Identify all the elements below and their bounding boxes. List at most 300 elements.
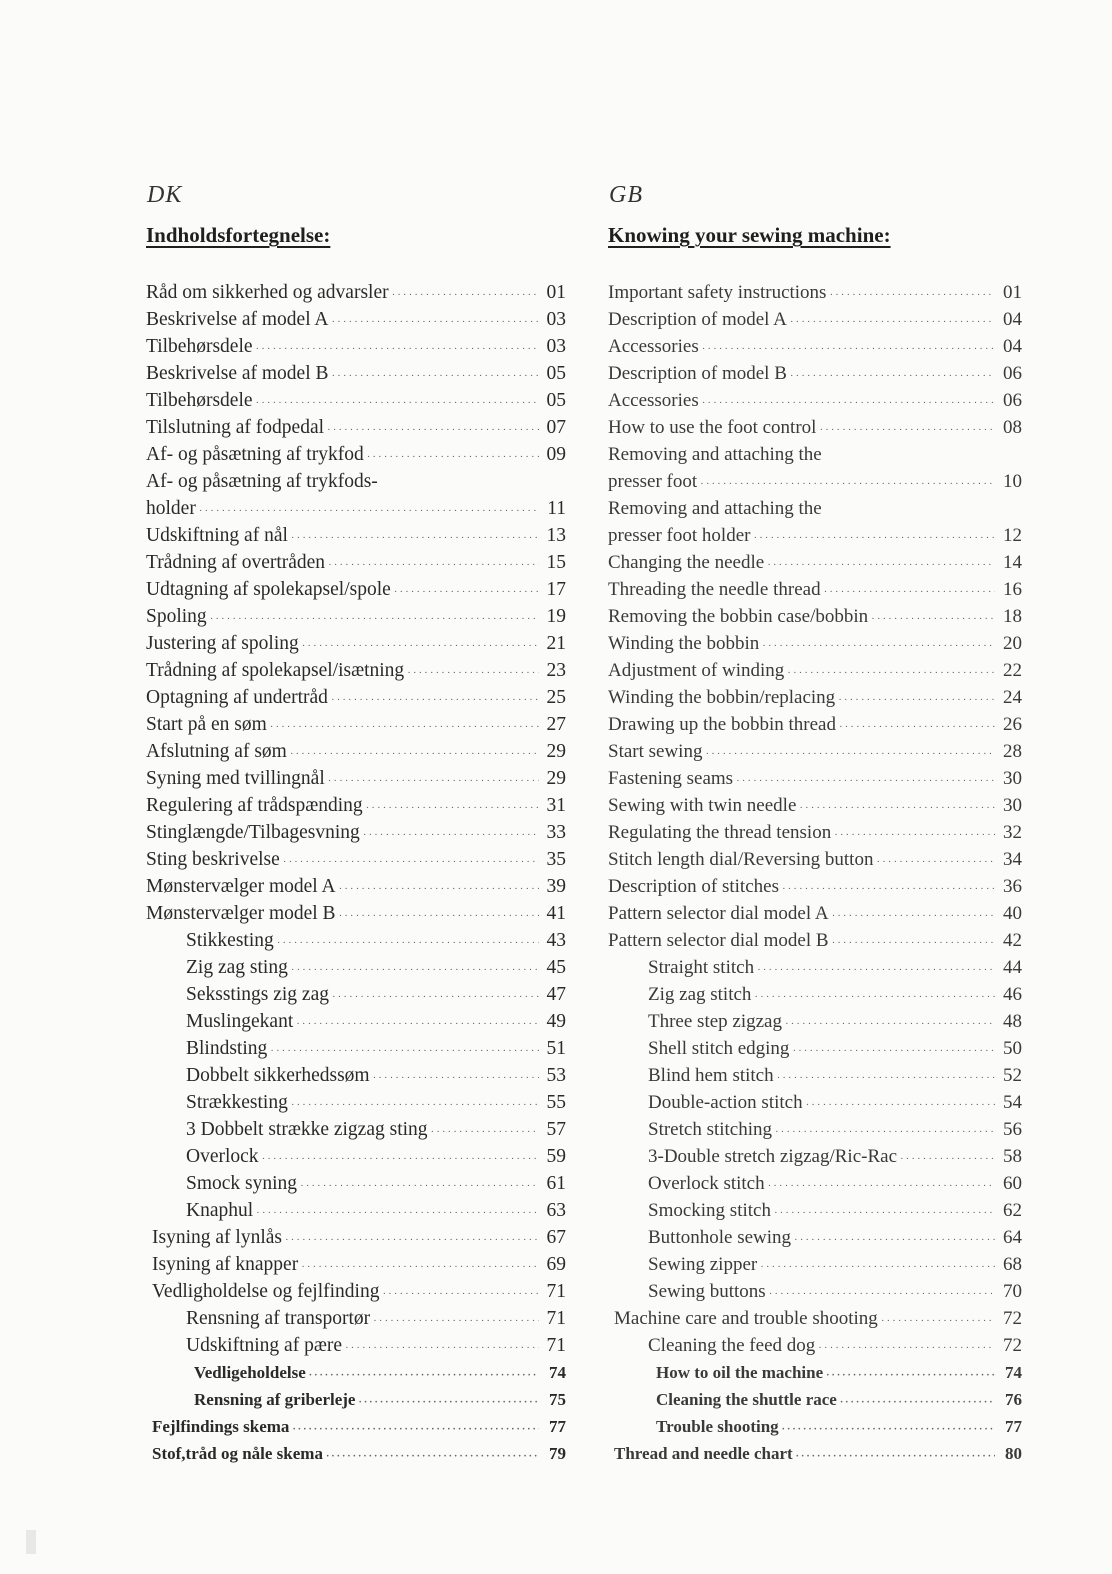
toc-entry-title: Three step zigzag: [648, 1011, 782, 1032]
dot-leader: [363, 822, 539, 849]
toc-entry-page: 03: [546, 336, 566, 357]
dot-leader: [309, 1362, 539, 1389]
toc-entry: [608, 1440, 1022, 1467]
toc-entry-title: Shell stitch edging: [648, 1038, 790, 1059]
toc-entry-page: 17: [546, 579, 566, 600]
toc-entry-page: 39: [546, 876, 566, 897]
dot-leader: [373, 1308, 539, 1335]
toc-entry-title: Description of stitches: [608, 876, 779, 897]
dot-leader: [824, 579, 995, 606]
toc-entry-title: Winding the bobbin/replacing: [608, 687, 836, 708]
toc-entry-title: Thread and needle chart: [614, 1444, 793, 1463]
dot-leader: [806, 1092, 995, 1119]
dot-leader: [300, 1173, 539, 1200]
toc-entry: [608, 441, 1022, 468]
dot-leader: [702, 390, 995, 417]
toc-entry-page: 01: [546, 282, 566, 303]
toc-entry-title: Winding the bobbin: [608, 633, 760, 654]
toc-entry-title: Strækkesting: [186, 1092, 288, 1113]
dot-leader: [199, 498, 539, 525]
toc-entry: [146, 927, 566, 954]
toc-entry: [608, 1197, 1022, 1224]
toc-entry-title: How to oil the machine: [656, 1363, 824, 1382]
dot-leader: [256, 336, 539, 363]
toc-entry-title: Rensning af transportør: [186, 1308, 371, 1329]
toc-entry-page: 09: [546, 444, 566, 465]
toc-entry: [608, 549, 1022, 576]
toc-entry: [608, 1224, 1022, 1251]
toc-entry-title: Stinglængde/Tilbagesvning: [146, 822, 360, 843]
dot-leader: [760, 1254, 995, 1281]
toc-entry-title: Accessories: [608, 390, 699, 411]
toc-entry: [608, 468, 1022, 495]
column-dk: [146, 180, 566, 1467]
dot-leader: [373, 1065, 539, 1092]
toc-entry-title: Cleaning the shuttle race: [656, 1390, 837, 1409]
toc-entry-title: Important safety instructions: [608, 282, 827, 303]
toc-entry-title: Start sewing: [608, 741, 703, 762]
dot-leader: [834, 822, 995, 849]
toc-entry-title: Trådning af spolekapsel/isætning: [146, 660, 405, 681]
dot-leader: [839, 714, 995, 741]
dot-leader: [790, 309, 995, 336]
toc-entry: [608, 954, 1022, 981]
toc-entry-title: Isyning af knapper: [152, 1254, 299, 1275]
toc-entry-title: Fastening seams: [608, 768, 734, 789]
toc-entry-title: holder: [146, 498, 196, 519]
toc-entry: [146, 711, 566, 738]
toc-entry-page: 41: [546, 903, 566, 924]
dot-leader: [754, 984, 995, 1011]
dot-leader: [757, 957, 995, 984]
toc-entry-title: Tilbehørsdele: [146, 390, 253, 411]
toc-entry-page: 71: [546, 1335, 566, 1356]
dot-leader: [705, 741, 995, 768]
toc-entry: [146, 765, 566, 792]
toc-entry-page: 34: [1003, 849, 1022, 870]
dot-leader: [767, 552, 995, 579]
toc-entry: [608, 711, 1022, 738]
toc-entry: [608, 900, 1022, 927]
toc-entry-page: 03: [546, 309, 566, 330]
toc-entry-title: Udtagning af spolekapsel/spole: [146, 579, 391, 600]
toc-entry-page: 80: [1005, 1444, 1022, 1463]
toc-entry-title: Seksstings zig zag: [186, 984, 329, 1005]
toc-entry-title: presser foot: [608, 471, 698, 492]
toc-entry-page: 27: [546, 714, 566, 735]
toc-entry: [608, 1170, 1022, 1197]
dot-leader: [339, 903, 539, 930]
toc-entry-page: 74: [1005, 1363, 1022, 1382]
toc-entry-title: Sting beskrivelse: [146, 849, 280, 870]
toc-entry-title: Blindsting: [186, 1038, 268, 1059]
dot-leader: [291, 525, 539, 552]
toc-entry-title: Stretch stitching: [648, 1119, 773, 1140]
toc-entry: [146, 1359, 566, 1386]
toc-entry-page: 71: [546, 1281, 566, 1302]
toc-entry: [608, 279, 1022, 306]
toc-entry: [146, 657, 566, 684]
toc-entry-page: 57: [546, 1119, 566, 1140]
toc-entry-title: Tilbehørsdele: [146, 336, 253, 357]
toc-entry-page: 67: [546, 1227, 566, 1248]
toc-entry-page: 30: [1003, 795, 1022, 816]
dot-leader: [328, 768, 539, 795]
toc-entry-page: 51: [546, 1038, 566, 1059]
toc-entry-page: 06: [1003, 363, 1022, 384]
toc-entry-title: Cleaning the feed dog: [648, 1335, 816, 1356]
toc-entry: [146, 549, 566, 576]
toc-list-dk: [146, 279, 566, 1467]
toc-entry: [608, 1251, 1022, 1278]
toc-entry-title: Sewing zipper: [648, 1254, 758, 1275]
toc-entry-title: Tilslutning af fodpedal: [146, 417, 325, 438]
dot-leader: [819, 417, 995, 444]
toc-entry-page: 59: [546, 1146, 566, 1167]
toc-heading-dk: Indholdsfortegnelse:: [146, 223, 331, 247]
dot-leader: [326, 1443, 539, 1470]
dot-leader: [782, 1416, 995, 1443]
toc-entry-title: Beskrivelse af model A: [146, 309, 329, 330]
toc-entry-title: Justering af spoling: [146, 633, 299, 654]
dot-leader: [785, 1011, 995, 1038]
dot-leader: [345, 1335, 539, 1362]
toc-entry: [608, 414, 1022, 441]
dot-leader: [431, 1119, 539, 1146]
toc-entry-page: 58: [1003, 1146, 1022, 1167]
toc-entry: [608, 603, 1022, 630]
toc-entry: [146, 1278, 566, 1305]
toc-entry-title: Afslutning af søm: [146, 741, 287, 762]
toc-entry: [146, 1143, 566, 1170]
toc-entry: [146, 441, 566, 468]
toc-entry-title: Overlock: [186, 1146, 259, 1167]
toc-entry-page: 43: [546, 930, 566, 951]
dot-leader: [270, 1038, 539, 1065]
toc-entry-page: 53: [546, 1065, 566, 1086]
toc-entry-page: 77: [1005, 1417, 1022, 1436]
toc-entry-title: Adjustment of winding: [608, 660, 785, 681]
toc-entry-page: 72: [1003, 1308, 1022, 1329]
dot-leader: [838, 687, 995, 714]
toc-entry: [608, 1305, 1022, 1332]
toc-entry-page: 16: [1003, 579, 1022, 600]
toc-entry-title: Double-action stitch: [648, 1092, 803, 1113]
toc-entry: [146, 900, 566, 927]
toc-entry: [608, 306, 1022, 333]
toc-entry-page: 30: [1003, 768, 1022, 789]
toc-entry: [146, 981, 566, 1008]
toc-entry: [608, 873, 1022, 900]
dot-leader: [366, 795, 539, 822]
dot-leader: [256, 1200, 539, 1227]
dot-leader: [291, 1092, 539, 1119]
toc-entry-title: Stikkesting: [186, 930, 274, 951]
toc-entry-page: 71: [546, 1308, 566, 1329]
toc-entry: [146, 1440, 566, 1467]
toc-entry-page: 04: [1003, 309, 1022, 330]
toc-entry-page: 60: [1003, 1173, 1022, 1194]
toc-entry-page: 70: [1003, 1281, 1022, 1302]
toc-entry: [146, 819, 566, 846]
toc-entry-title: Description of model A: [608, 309, 787, 330]
toc-entry-title: Smocking stitch: [648, 1200, 771, 1221]
toc-entry-page: 23: [546, 660, 566, 681]
toc-entry-page: 74: [549, 1363, 566, 1382]
dot-leader: [296, 1011, 539, 1038]
toc-entry-page: 61: [546, 1173, 566, 1194]
toc-entry: [146, 738, 566, 765]
toc-entry: [608, 765, 1022, 792]
toc-entry-page: 76: [1005, 1390, 1022, 1409]
toc-entry-page: 15: [546, 552, 566, 573]
toc-entry-page: 32: [1003, 822, 1022, 843]
toc-entry-title: 3-Double stretch zigzag/Ric-Rac: [648, 1146, 898, 1167]
dot-leader: [382, 1281, 539, 1308]
toc-entry-title: Machine care and trouble shooting: [614, 1308, 878, 1329]
toc-entry-page: 47: [546, 984, 566, 1005]
toc-entry-title: Udskiftning af nål: [146, 525, 288, 546]
toc-entry: [146, 873, 566, 900]
toc-entry-title: Dobbelt sikkerhedssøm: [186, 1065, 370, 1086]
toc-entry-page: 55: [546, 1092, 566, 1113]
toc-entry: [608, 1359, 1022, 1386]
toc-entry-page: 72: [1003, 1335, 1022, 1356]
toc-entry-page: 63: [546, 1200, 566, 1221]
toc-entry-page: 77: [549, 1417, 566, 1436]
dot-leader: [407, 660, 539, 687]
toc-entry: [146, 1251, 566, 1278]
toc-entry: [608, 981, 1022, 1008]
toc-entry-title: Trådning af overtråden: [146, 552, 326, 573]
dot-leader: [871, 606, 995, 633]
toc-entry: [146, 387, 566, 414]
dot-leader: [367, 444, 539, 471]
dot-leader: [790, 363, 995, 390]
toc-entry: [146, 576, 566, 603]
toc-entry-title: Mønstervælger model A: [146, 876, 336, 897]
toc-entry-page: 35: [546, 849, 566, 870]
dot-leader: [292, 1416, 539, 1443]
toc-entry-page: 45: [546, 957, 566, 978]
toc-list-gb: [608, 279, 1022, 1467]
toc-entry: [146, 279, 566, 306]
toc-entry-title: Udskiftning af pære: [186, 1335, 342, 1356]
page-edge-mark: [26, 1530, 36, 1554]
toc-entry-page: 68: [1003, 1254, 1022, 1275]
toc-entry-page: 36: [1003, 876, 1022, 897]
dot-leader: [332, 363, 540, 390]
toc-entry-title: Regulering af trådspænding: [146, 795, 363, 816]
toc-entry-page: 33: [546, 822, 566, 843]
toc-entry: [608, 738, 1022, 765]
toc-entry: [608, 495, 1022, 522]
toc-entry-page: 19: [546, 606, 566, 627]
toc-entry-page: 07: [546, 417, 566, 438]
dot-leader: [301, 1254, 539, 1281]
dot-leader: [832, 903, 995, 930]
toc-entry: [146, 1305, 566, 1332]
toc-entry: [146, 1170, 566, 1197]
dot-leader: [328, 552, 539, 579]
toc-entry-page: 05: [546, 363, 566, 384]
toc-entry-title: How to use the foot control: [608, 417, 817, 438]
dot-leader: [327, 417, 539, 444]
toc-entry: [608, 1278, 1022, 1305]
toc-entry: [608, 1143, 1022, 1170]
toc-entry-title: Smock syning: [186, 1173, 298, 1194]
toc-entry-page: 48: [1003, 1011, 1022, 1032]
dot-leader: [339, 876, 539, 903]
toc-entry: [608, 360, 1022, 387]
toc-entry-title: Af- og påsætning af trykfods-: [146, 471, 378, 492]
toc-entry: [608, 792, 1022, 819]
toc-entry-page: 46: [1003, 984, 1022, 1005]
dot-leader: [774, 1200, 995, 1227]
toc-entry: [146, 1089, 566, 1116]
dot-leader: [792, 1038, 995, 1065]
toc-entry: [608, 1008, 1022, 1035]
toc-entry: [608, 1116, 1022, 1143]
dot-leader: [799, 795, 995, 822]
toc-entry-page: 12: [1003, 525, 1022, 546]
toc-entry: [146, 522, 566, 549]
toc-entry-page: 10: [1003, 471, 1022, 492]
toc-entry-title: Sewing with twin needle: [608, 795, 797, 816]
toc-entry-page: 22: [1003, 660, 1022, 681]
toc-entry-page: 11: [547, 498, 566, 519]
toc-entry-page: 01: [1003, 282, 1022, 303]
toc-entry-page: 56: [1003, 1119, 1022, 1140]
dot-leader: [900, 1146, 995, 1173]
toc-entry: [146, 333, 566, 360]
toc-entry: [146, 684, 566, 711]
dot-leader: [285, 1227, 539, 1254]
toc-entry-title: Regulating the thread tension: [608, 822, 832, 843]
toc-entry-page: 26: [1003, 714, 1022, 735]
toc-entry-page: 54: [1003, 1092, 1022, 1113]
toc-entry: [146, 630, 566, 657]
toc-entry-title: Sewing buttons: [648, 1281, 766, 1302]
toc-entry-title: Vedligholdelse og fejlfinding: [152, 1281, 380, 1302]
toc-entry: [146, 846, 566, 873]
dot-leader: [394, 579, 539, 606]
toc-entry: [608, 819, 1022, 846]
toc-entry-page: 06: [1003, 390, 1022, 411]
dot-leader: [277, 930, 539, 957]
toc-entry-page: 29: [546, 741, 566, 762]
dot-leader: [840, 1389, 995, 1416]
toc-entry-title: Removing and attaching the: [608, 444, 822, 465]
toc-entry-page: 42: [1003, 930, 1022, 951]
dot-leader: [702, 336, 995, 363]
toc-entry-page: 13: [546, 525, 566, 546]
toc-entry: [146, 306, 566, 333]
dot-leader: [782, 876, 995, 903]
toc-entry-title: Optagning af undertråd: [146, 687, 328, 708]
toc-entry-page: 40: [1003, 903, 1022, 924]
toc-entry-page: 14: [1003, 552, 1022, 573]
dot-leader: [358, 1389, 539, 1416]
toc-entry: [608, 846, 1022, 873]
toc-entry-title: Beskrivelse af model B: [146, 363, 329, 384]
toc-entry-title: Buttonhole sewing: [648, 1227, 792, 1248]
toc-entry: [146, 1332, 566, 1359]
toc-entry: [608, 684, 1022, 711]
dot-leader: [796, 1443, 995, 1470]
toc-entry-page: 24: [1003, 687, 1022, 708]
toc-entry: [608, 333, 1022, 360]
toc-entry: [608, 1386, 1022, 1413]
toc-entry-title: Threading the needle thread: [608, 579, 821, 600]
toc-entry-title: Rensning af griberleje: [194, 1390, 356, 1409]
dot-leader: [332, 984, 539, 1011]
toc-entry-title: Accessories: [608, 336, 699, 357]
toc-entry-title: Knaphul: [186, 1200, 254, 1221]
dot-leader: [392, 282, 539, 309]
toc-entry-page: 08: [1003, 417, 1022, 438]
dot-leader: [270, 714, 539, 741]
toc-entry: [608, 1062, 1022, 1089]
dot-leader: [283, 849, 539, 876]
dot-leader: [775, 1119, 995, 1146]
toc-entry: [146, 1413, 566, 1440]
toc-entry-page: 64: [1003, 1227, 1022, 1248]
toc-entry-page: 69: [546, 1254, 566, 1275]
toc-entry: [608, 1413, 1022, 1440]
toc-entry: [608, 657, 1022, 684]
toc-entry: [608, 387, 1022, 414]
dot-leader: [290, 741, 539, 768]
dot-leader: [818, 1335, 995, 1362]
toc-entry-title: Pattern selector dial model B: [608, 930, 829, 951]
toc-entry-page: 18: [1003, 606, 1022, 627]
toc-entry: [608, 576, 1022, 603]
toc-entry-title: Changing the needle: [608, 552, 765, 573]
dot-leader: [700, 471, 995, 498]
toc-entry-title: Pattern selector dial model A: [608, 903, 829, 924]
dot-leader: [302, 633, 539, 660]
toc-entry-title: Start på en søm: [146, 714, 267, 735]
toc-entry: [146, 360, 566, 387]
language-label-gb: GB: [609, 182, 643, 208]
dot-leader: [832, 930, 995, 957]
dot-leader: [881, 1308, 995, 1335]
toc-entry-page: 79: [549, 1444, 566, 1463]
toc-entry-page: 49: [546, 1011, 566, 1032]
toc-entry-title: Straight stitch: [648, 957, 755, 978]
toc-entry-title: Råd om sikkerhed og advarsler: [146, 282, 389, 303]
toc-entry-title: Overlock stitch: [648, 1173, 765, 1194]
toc-entry: [608, 927, 1022, 954]
toc-entry-title: Syning med tvillingnål: [146, 768, 325, 789]
toc-entry-title: Blind hem stitch: [648, 1065, 774, 1086]
dot-leader: [794, 1227, 995, 1254]
toc-entry-page: 31: [546, 795, 566, 816]
toc-entry-title: Zig zag sting: [186, 957, 288, 978]
toc-entry-page: 05: [546, 390, 566, 411]
toc-entry-title: Fejlfindings skema: [152, 1417, 290, 1436]
toc-entry-page: 21: [546, 633, 566, 654]
toc-entry-title: presser foot holder: [608, 525, 751, 546]
toc-entry: [146, 954, 566, 981]
toc-entry-title: Removing the bobbin case/bobbin: [608, 606, 869, 627]
toc-entry: [608, 630, 1022, 657]
dot-leader: [876, 849, 995, 876]
toc-entry-page: 25: [546, 687, 566, 708]
toc-entry-title: Mønstervælger model B: [146, 903, 336, 924]
toc-entry-page: 20: [1003, 633, 1022, 654]
